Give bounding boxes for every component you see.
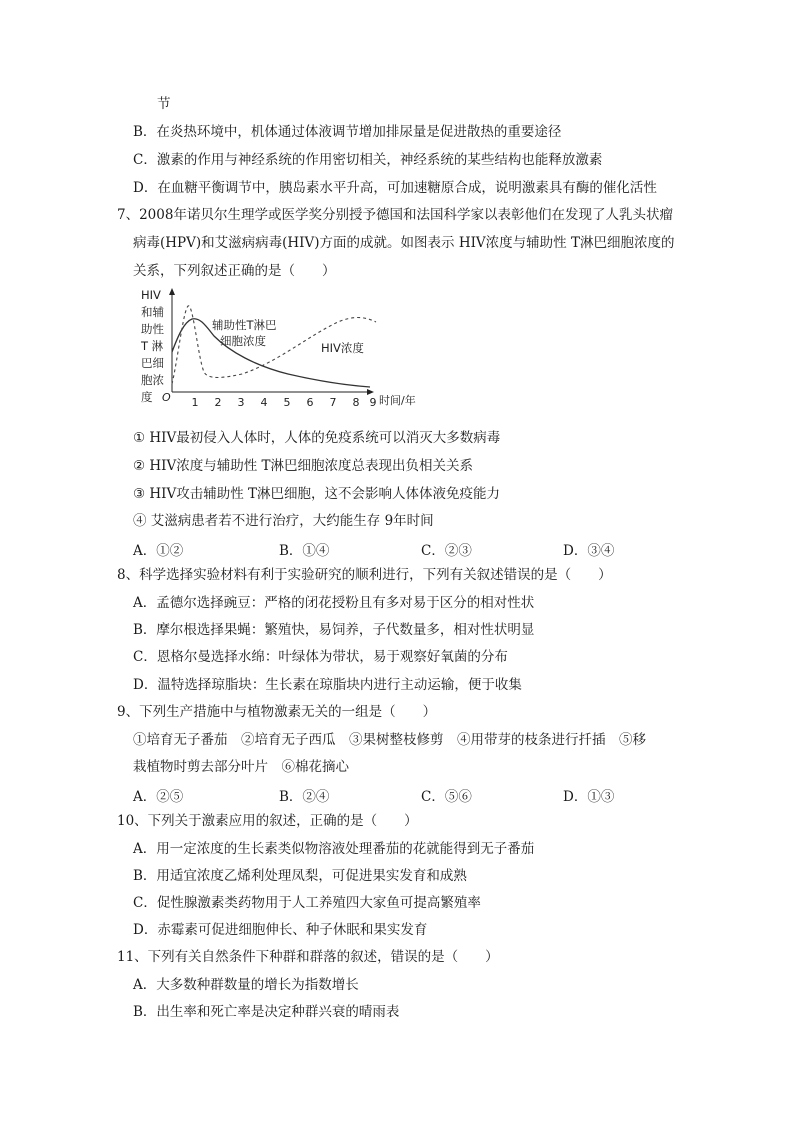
t-cell-label-2: 细胞浓度 xyxy=(220,334,266,348)
q9-options xyxy=(0,785,794,805)
q9-stem: 9、下列生产措施中与植物激素无关的一组是（ ） xyxy=(117,704,437,720)
q11-option-b: B．出生率和死亡率是决定种群兴衰的晴雨表 xyxy=(133,1004,400,1020)
t-cell-label-1: 辅助性T淋巴 xyxy=(212,318,277,332)
y-label-3: 助性 xyxy=(141,322,164,336)
q10-option-a: A．用一定浓度的生长素类似物溶液处理番茄的花就能得到无子番茄 xyxy=(133,841,535,857)
q9-items-line-1: ①培育无子番茄 ②培育无子西瓜 ③果树整枝修剪 ④用带芽的枝条进行扦插 ⑤移 xyxy=(133,732,646,748)
q7-statement-4: ④ 艾滋病患者若不进行治疗，大约能生存 9年时间 xyxy=(133,513,434,529)
q8-option-b: B．摩尔根选择果蝇：繁殖快，易饲养，子代数量多，相对性状明显 xyxy=(133,622,535,638)
q6-option-c: C．激素的作用与神经系统的作用密切相关，神经系统的某些结构也能释放激素 xyxy=(133,152,603,168)
q7-option-d[interactable]: D．③④ xyxy=(563,543,615,559)
q7-stem-line-3: 关系，下列叙述正确的是（ ） xyxy=(133,263,336,279)
y-axis-arrow xyxy=(169,288,175,295)
q9-option-a[interactable]: A．②⑤ xyxy=(133,789,184,805)
continuation-text: 节 xyxy=(157,96,171,112)
q7-option-b[interactable]: B．①④ xyxy=(279,543,330,559)
x-tick-8: 8 xyxy=(352,396,360,409)
y-label-6: 胞浓 xyxy=(141,373,164,387)
q7-option-a[interactable]: A．①② xyxy=(133,543,184,559)
q8-option-d: D．温特选择琼脂块：生长素在琼脂块内进行主动运输，便于收集 xyxy=(133,677,522,693)
q7-option-c[interactable]: C．②③ xyxy=(421,543,472,559)
q7-statement-1: ① HIV最初侵入人体时，人体的免疫系统可以消灭大多数病毒 xyxy=(133,430,501,446)
q9-option-b[interactable]: B．②④ xyxy=(279,789,330,805)
q7-statement-2: ② HIV浓度与辅助性 T淋巴细胞浓度总表现出负相关关系 xyxy=(133,458,474,474)
q8-option-a: A．孟德尔选择豌豆：严格的闭花授粉且有多对易于区分的相对性状 xyxy=(133,595,535,611)
x-tick-9: 9 xyxy=(369,396,377,409)
y-label-7: 度 xyxy=(141,390,153,404)
x-tick-6: 6 xyxy=(306,396,314,409)
origin-label: O xyxy=(162,391,171,404)
q10-option-d: D．赤霉素可促进细胞伸长、种子休眠和果实发育 xyxy=(133,922,428,938)
q10-option-c: C．促性腺激素类药物用于人工养殖四大家鱼可提高繁殖率 xyxy=(133,895,481,911)
q9-option-d[interactable]: D．①③ xyxy=(563,789,615,805)
q7-statement-3: ③ HIV攻击辅助性 T淋巴细胞，这不会影响人体体液免疫能力 xyxy=(133,486,501,502)
y-label-4: T 淋 xyxy=(141,339,164,353)
y-label-1: HIV xyxy=(141,288,161,302)
q7-options xyxy=(0,539,794,559)
q9-items-line-2: 栽植物时剪去部分叶片 ⑥棉花摘心 xyxy=(133,759,349,775)
x-tick-1: 1 xyxy=(191,396,199,409)
q7-stem-line-2: 病毒(HPV)和艾滋病病毒(HIV)方面的成就。如图表示 HIV浓度与辅助性 T淋巴细胞浓度的 xyxy=(133,235,675,251)
q6-option-b: B．在炎热环境中，机体通过体液调节增加排尿量是促进散热的重要途径 xyxy=(133,124,562,140)
x-tick-2: 2 xyxy=(214,396,222,409)
q11-stem: 11、下列有关自然条件下种群和群落的叙述，错误的是（ ） xyxy=(117,949,499,965)
q6-option-d: D．在血糖平衡调节中，胰岛素水平升高，可加速糖原合成，说明激素具有酶的催化活性 xyxy=(133,180,657,196)
x-axis-label: 时间/年 xyxy=(379,394,416,407)
hiv-tcell-figure xyxy=(138,286,428,410)
x-ticks xyxy=(192,396,377,409)
q7-stem-line-1: 7、2008年诺贝尔生理学或医学奖分别授予德国和法国科学家以表彰他们在发现了人乳头状瘤 xyxy=(117,207,673,223)
x-tick-4: 4 xyxy=(260,396,268,409)
q9-option-c[interactable]: C．⑤⑥ xyxy=(421,789,472,805)
q8-stem: 8、科学选择实验材料有利于实验研究的顺利进行，下列有关叙述错误的是（ ） xyxy=(117,567,612,583)
x-axis-arrow xyxy=(367,389,374,395)
y-label-2: 和辅 xyxy=(141,305,164,319)
q10-stem: 10、下列关于激素应用的叙述，正确的是（ ） xyxy=(117,813,418,829)
q11-option-a: A．大多数种群数量的增长为指数增长 xyxy=(133,977,359,993)
y-axis-label xyxy=(140,288,164,404)
x-tick-7: 7 xyxy=(329,396,337,409)
q10-option-b: B．用适宜浓度乙烯利处理凤梨，可促进果实发育和成熟 xyxy=(133,868,467,884)
x-tick-5: 5 xyxy=(283,396,291,409)
hiv-label: HIV浓度 xyxy=(321,341,364,355)
q8-option-c: C．恩格尔曼选择水绵：叶绿体为带状，易于观察好氧菌的分布 xyxy=(133,649,508,665)
y-label-5: 巴细 xyxy=(141,356,164,370)
x-tick-3: 3 xyxy=(237,396,245,409)
